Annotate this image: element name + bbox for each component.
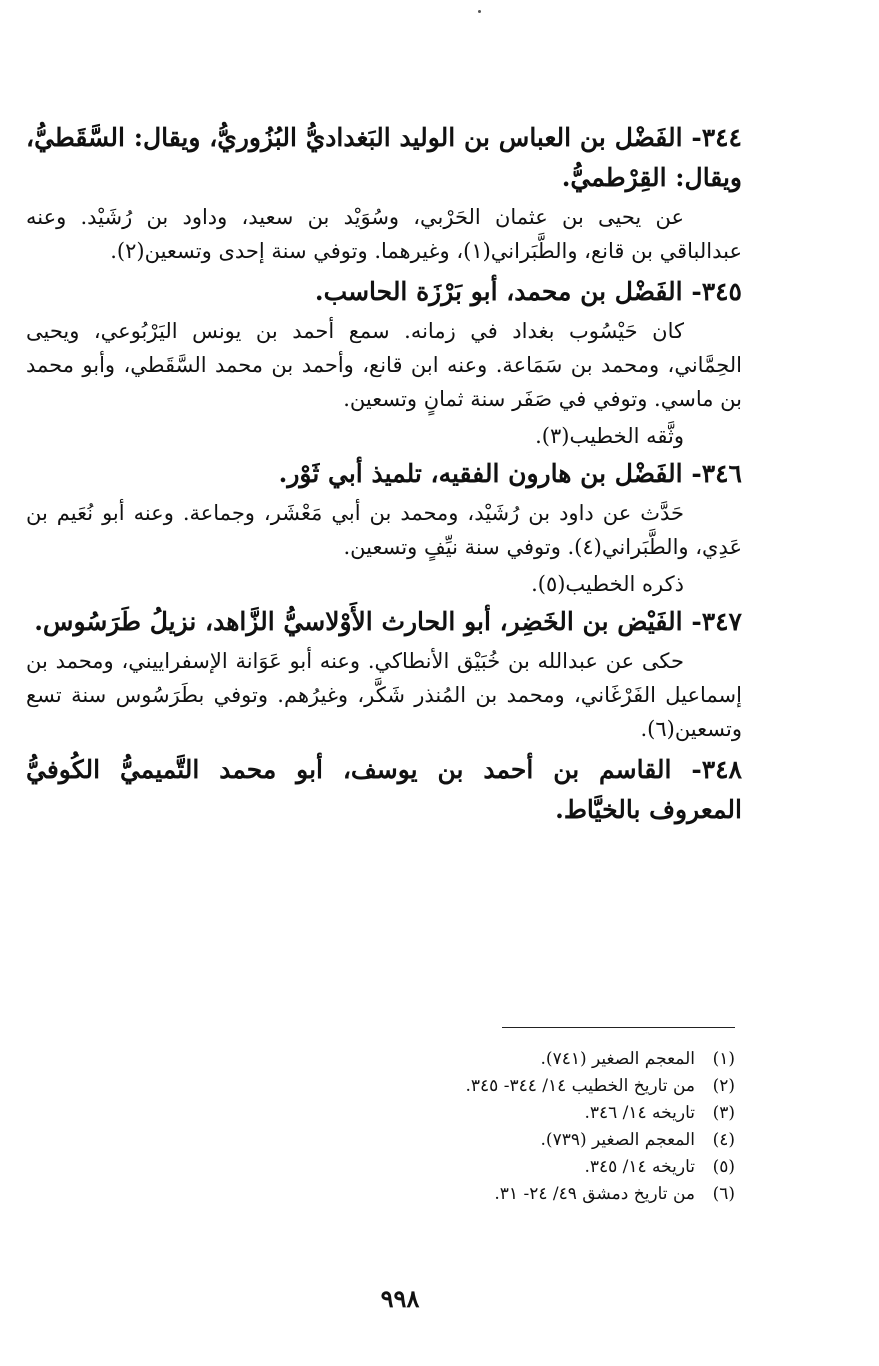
footnote-item [315, 1127, 735, 1154]
entry-note: وثَّقه الخطيب(٣). [535, 424, 684, 448]
footnote-divider [502, 1027, 735, 1028]
entry-346 [26, 454, 742, 600]
footnote-text: من تاريخ دمشق ٤٩/ ٢٤- ٣١. [494, 1184, 695, 1204]
entry-heading: ٣٤٧- الفَيْض بن الخَضِر، أبو الحارث الأَوْلاسيُّ الزَّاهد، نزيلُ طَرَسُوس. [34, 607, 742, 636]
footnotes-list [315, 1046, 735, 1208]
footnote-item [315, 1181, 735, 1208]
footnote-number: (٦) [712, 1184, 735, 1204]
entry-heading: ٣٤٨- القاسم بن أحمد بن يوسف، أبو محمد التَّميميُّ الكُوفيُّ المعروف بالخيَّاط. [26, 755, 742, 824]
entry-348 [26, 750, 742, 830]
footnote-number: (٣) [712, 1103, 735, 1123]
entry-heading: ٣٤٤- الفَضْل بن العباس بن الوليد البَغداديُّ البُزُوريُّ، ويقال: السَّقَطيُّ، ويقال: القِرْطميُّ. [26, 123, 742, 192]
footnote-number: (٢) [712, 1076, 735, 1096]
entry-body: كان حَيْسُوب بغداد في زمانه. سمع أحمد بن يونس اليَرْبُوعي، ويحيى الحِمَّاني، ومحمد بن سَمَاعة. وعنه ابن قانع، وأحمد بن محمد السَّقَطي، وأبو محمد بن ماسي. وتوفي في صَفَر سنة ثمانٍ وتسعين. [26, 319, 742, 411]
entry-344 [26, 118, 742, 268]
footnote-number: (٤) [712, 1130, 735, 1150]
footnote-number: (٥) [712, 1157, 735, 1177]
footnote-text: المعجم الصغير (٧٣٩). [540, 1130, 695, 1150]
entry-note: ذكره الخطيب(٥). [531, 572, 684, 596]
footnote-text: المعجم الصغير (٧٤١). [540, 1049, 695, 1069]
entry-heading: ٣٤٥- الفَضْل بن محمد، أبو بَرْزَة الحاسب. [314, 277, 742, 306]
page-number: ٩٩٨ [380, 1284, 420, 1313]
footnote-number: (١) [712, 1049, 735, 1069]
main-text [26, 118, 742, 830]
footnote-item [315, 1154, 735, 1181]
footnote-item [315, 1073, 735, 1100]
footnote-text: تاريخه ١٤/ ٣٤٥. [584, 1157, 695, 1177]
entry-body: حكى عن عبدالله بن خُبَيْق الأنطاكي. وعنه أبو عَوَانة الإسفراييني، ومحمد بن إسماعيل الفَرْغَاني، ومحمد بن المُنذر شَكَّر، وغيرُهم. وتوفي بطَرَسُوس سنة تسع وتسعين(٦). [26, 649, 742, 741]
top-ink-dot [478, 10, 481, 13]
entry-347 [26, 602, 742, 746]
entry-heading: ٣٤٦- الفَضْل بن هارون الفقيه، تلميذ أبي ثَوْر. [278, 459, 742, 488]
footnote-text: من تاريخ الخطيب ١٤/ ٣٤٤- ٣٤٥. [465, 1076, 695, 1096]
footnote-item [315, 1100, 735, 1127]
entry-345 [26, 272, 742, 452]
entry-body: حَدَّث عن داود بن رُشَيْد، ومحمد بن أبي مَعْشَر، وجماعة. وعنه أبو نُعَيم بن عَدِي، والطَّبَراني(٤). وتوفي سنة نيِّفٍ وتسعين. [26, 501, 742, 559]
entry-body: عن يحيى بن عثمان الحَرْبي، وسُوَيْد بن سعيد، وداود بن رُشَيْد. وعنه عبدالباقي بن قانع، والطَّبَراني(١)، وغيرهما. وتوفي سنة إحدى وتسعين(٢). [26, 205, 742, 263]
footnote-text: تاريخه ١٤/ ٣٤٦. [584, 1103, 695, 1123]
footnote-item [315, 1046, 735, 1073]
